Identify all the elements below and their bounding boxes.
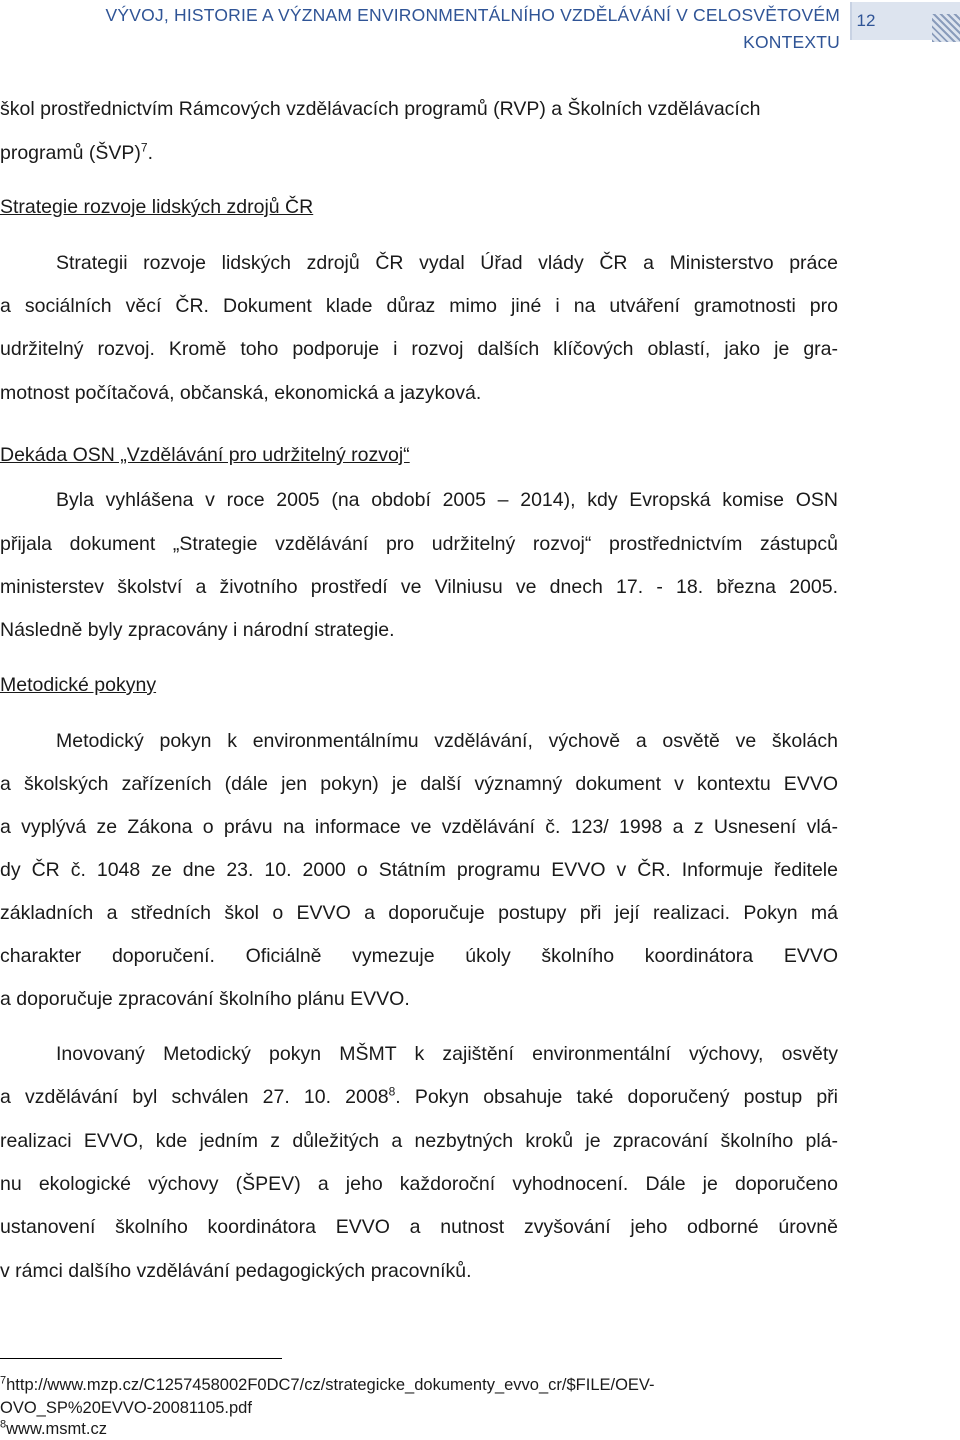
page-number: 12	[856, 11, 876, 30]
footnote-link[interactable]: www.msmt.cz	[6, 1420, 107, 1438]
footnote-mark: 7	[0, 1374, 7, 1387]
paragraph-line: Inovovaný Metodický pokyn MŠMT k zajištění environmentální výchovy, osvěty	[56, 1043, 838, 1065]
paragraph-line: Byla vyhlášena v roce 2005 (na období 2005 – 2014), kdy Evropská komise OSN	[56, 489, 838, 511]
paragraph-line: charakter doporučení. Oficiálně vymezuje úkoly školního koordinátora EVVO	[0, 945, 838, 967]
paragraph-line: dy ČR č. 1048 ze dne 23. 10. 2000 o Státním programu EVVO v ČR. Informuje ředitele	[0, 859, 838, 881]
page-number-box	[850, 2, 960, 40]
running-title: VÝVOJ, HISTORIE A VÝZNAM ENVIRONMENTÁLNÍHO VZDĚLÁVÁNÍ V CELOSVĚTOVÉM KONTEXTU	[105, 5, 840, 52]
paragraph-line: udržitelný rozvoj. Kromě toho podporuje i rozvoj dalších klíčových oblastí, jako je gra-	[0, 338, 838, 360]
paragraph-line: a školských zařízeních (dále jen pokyn) je další významný dokument v kontextu EVVO	[0, 773, 838, 795]
page-header	[0, 0, 960, 60]
footnote-ref-7: 7	[140, 140, 148, 155]
footnote-7-continued[interactable]: OVO_SP%20EVVO-20081105.pdf	[0, 1399, 252, 1417]
section-heading-dekada: Dekáda OSN „Vzdělávání pro udržitelný rozvoj“	[0, 444, 410, 466]
paragraph-line: ustanovení školního koordinátora EVVO a nutnost zvyšování jeho odborné úrovně	[0, 1216, 838, 1238]
footnote-link[interactable]: http://www.mzp.cz/C1257458002F0DC7/cz/strategicke_dokumenty_evvo_cr/$FILE/OEV-	[6, 1376, 655, 1394]
footnote-separator	[0, 1358, 282, 1359]
intro-line-1: škol prostřednictvím Rámcových vzdělávacích programů (RVP) a Školních vzdělávacích	[0, 98, 761, 120]
footnote-mark: 8	[0, 1418, 7, 1431]
paragraph-line: nu ekologické výchovy (ŠPEV) a jeho každoroční vyhodnocení. Dále je doporučeno	[0, 1173, 838, 1195]
intro-line-2	[0, 138, 838, 168]
paragraph-line: přijala dokument „Strategie vzdělávání pro udržitelný rozvoj“ prostřednictvím zástupců	[0, 533, 838, 555]
paragraph-line: Následně byly zpracovány i národní strategie.	[0, 619, 395, 641]
intro-text: programů (ŠVP)	[0, 142, 141, 164]
paragraph-line: ministerstev školství a životního prostředí ve Vilniusu ve dnech 17. - 18. března 2005.	[0, 576, 838, 598]
paragraph-line: motnost počítačová, občanská, ekonomická a jazyková.	[0, 382, 482, 404]
paragraph-line: Strategii rozvoje lidských zdrojů ČR vydal Úřad vlády ČR a Ministerstvo práce	[56, 252, 838, 274]
paragraph-line: Metodický pokyn k environmentálnímu vzdělávání, výchově a osvětě ve školách	[56, 730, 838, 752]
paragraph-line: a sociálních věcí ČR. Dokument klade důraz mimo jiné i na utváření gramotnosti pro	[0, 295, 838, 317]
section-heading-strategie: Strategie rozvoje lidských zdrojů ČR	[0, 196, 314, 218]
paragraph-text: a vzdělávání byl schválen 27. 10. 2008	[0, 1086, 389, 1108]
paragraph-line-with-footnote	[0, 1082, 838, 1112]
footnote-8	[0, 1418, 107, 1440]
paragraph-line: realizaci EVVO, kde jedním z důležitých a nezbytných kroků je zpracování školního plá-	[0, 1130, 838, 1152]
footnote-ref-8: 8	[388, 1084, 396, 1099]
footnote-7	[0, 1374, 655, 1396]
paragraph-line: v rámci dalšího vzdělávání pedagogických pracovníků.	[0, 1260, 472, 1282]
page-corner-decoration	[932, 14, 960, 42]
paragraph-line: a doporučuje zpracování školního plánu EVVO.	[0, 988, 410, 1010]
section-heading-metodicke-pokyny: Metodické pokyny	[0, 674, 157, 696]
paragraph-text: . Pokyn obsahuje také doporučený postup při	[395, 1086, 838, 1108]
paragraph-line: a vyplývá ze Zákona o právu na informace ve vzdělávání č. 123/ 1998 a z Usnesení vlá-	[0, 816, 838, 838]
paragraph-line: základních a středních škol o EVVO a doporučuje postupy při její realizaci. Pokyn má	[0, 902, 838, 924]
intro-end: .	[147, 142, 153, 164]
